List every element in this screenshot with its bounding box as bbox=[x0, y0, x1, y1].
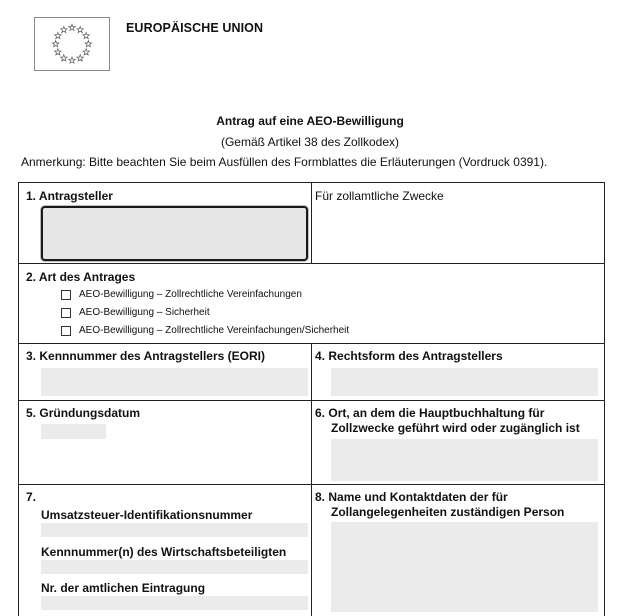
founding-date-input[interactable] bbox=[41, 424, 106, 439]
field-number: 8. bbox=[315, 490, 326, 504]
option-security[interactable] bbox=[61, 306, 210, 320]
option-label: AEO-Bewilligung – Zollrechtliche Vereinfachungen/Sicherheit bbox=[79, 325, 350, 336]
field-eori bbox=[19, 344, 312, 400]
star-icon bbox=[61, 26, 68, 32]
legal-form-input[interactable] bbox=[331, 368, 598, 396]
star-icon bbox=[77, 55, 84, 61]
form-row-5 bbox=[19, 485, 604, 616]
field-label-accounting-line1: Ort, an dem die Hauptbuchhaltung für bbox=[328, 406, 545, 420]
field-identification-numbers bbox=[19, 485, 312, 616]
star-icon bbox=[83, 32, 90, 38]
field-label-applicant: Antragsteller bbox=[38, 189, 113, 203]
form-row-1 bbox=[19, 183, 604, 264]
form-title: Antrag auf eine AEO-Bewilligung bbox=[216, 114, 404, 128]
field-number: 6. bbox=[315, 406, 326, 420]
operator-id-input[interactable] bbox=[41, 560, 308, 574]
eori-input[interactable] bbox=[41, 368, 308, 396]
field-label-founding-date: Gründungsdatum bbox=[39, 406, 141, 420]
field-customs-contact bbox=[312, 485, 604, 616]
field-number: 3. bbox=[26, 349, 37, 363]
field-label-accounting-line2: Zollzwecke geführt wird oder zugänglich ist bbox=[331, 421, 580, 435]
star-icon bbox=[85, 41, 92, 47]
form-row-2 bbox=[19, 264, 604, 344]
checkbox-security[interactable] bbox=[61, 308, 71, 318]
form-row-4 bbox=[19, 401, 604, 485]
organization-title: EUROPÄISCHE UNION bbox=[126, 21, 264, 35]
form-subtitle: (Gemäß Artikel 38 des Zollkodex) bbox=[220, 135, 400, 149]
field-number: 5. bbox=[26, 406, 37, 420]
accounting-location-input[interactable] bbox=[331, 439, 598, 481]
form-row-3 bbox=[19, 344, 604, 401]
star-icon bbox=[69, 57, 76, 63]
registration-number-label: Nr. der amtlichen Eintragung bbox=[41, 581, 206, 595]
star-icon bbox=[61, 55, 68, 61]
field-number: 2. bbox=[26, 270, 37, 284]
checkbox-simplifications-security[interactable] bbox=[61, 326, 71, 336]
star-icon bbox=[52, 41, 59, 47]
application-form bbox=[18, 182, 605, 616]
registration-number-input[interactable] bbox=[41, 596, 308, 610]
field-legal-form bbox=[312, 344, 604, 400]
checkbox-simplifications[interactable] bbox=[61, 290, 71, 300]
option-simplifications[interactable] bbox=[61, 288, 302, 302]
star-icon bbox=[83, 49, 90, 55]
field-application-type bbox=[19, 264, 604, 343]
field-applicant bbox=[19, 183, 312, 263]
option-simplifications-security[interactable] bbox=[61, 324, 349, 338]
field-number: 7. bbox=[26, 490, 37, 504]
option-label: AEO-Bewilligung – Sicherheit bbox=[79, 307, 210, 318]
field-founding-date bbox=[19, 401, 312, 484]
eu-flag-icon bbox=[34, 17, 110, 71]
official-use-label: Für zollamtliche Zwecke bbox=[315, 189, 444, 203]
field-number: 4. bbox=[315, 349, 326, 363]
customs-contact-input[interactable] bbox=[331, 522, 598, 612]
field-accounting-location bbox=[312, 401, 604, 484]
operator-id-label: Kennnummer(n) des Wirtschaftsbeteiligten bbox=[41, 545, 287, 559]
option-label: AEO-Bewilligung – Zollrechtliche Vereinfachungen bbox=[79, 289, 302, 300]
star-icon bbox=[69, 24, 76, 30]
star-icon bbox=[55, 49, 62, 55]
field-label-contact-line2: Zollangelegenheiten zuständigen Person bbox=[331, 505, 565, 519]
field-number: 1. bbox=[26, 189, 37, 203]
field-label-eori: Kennnummer des Antragstellers (EORI) bbox=[39, 349, 265, 363]
star-icon bbox=[77, 26, 84, 32]
applicant-input[interactable] bbox=[41, 206, 308, 261]
vat-id-label: Umsatzsteuer-Identifikationsnummer bbox=[41, 508, 253, 522]
form-note: Anmerkung: Bitte beachten Sie beim Ausfüllen des Formblattes die Erläuterungen (Vordruck 0391). bbox=[21, 155, 548, 169]
field-label-contact-line1: Name und Kontaktdaten der für bbox=[328, 490, 508, 504]
official-use-cell bbox=[312, 183, 604, 263]
vat-id-input[interactable] bbox=[41, 523, 308, 537]
field-label-legal-form: Rechtsform des Antragstellers bbox=[328, 349, 503, 363]
field-label-application-type: Art des Antrages bbox=[38, 270, 136, 284]
star-icon bbox=[55, 32, 62, 38]
